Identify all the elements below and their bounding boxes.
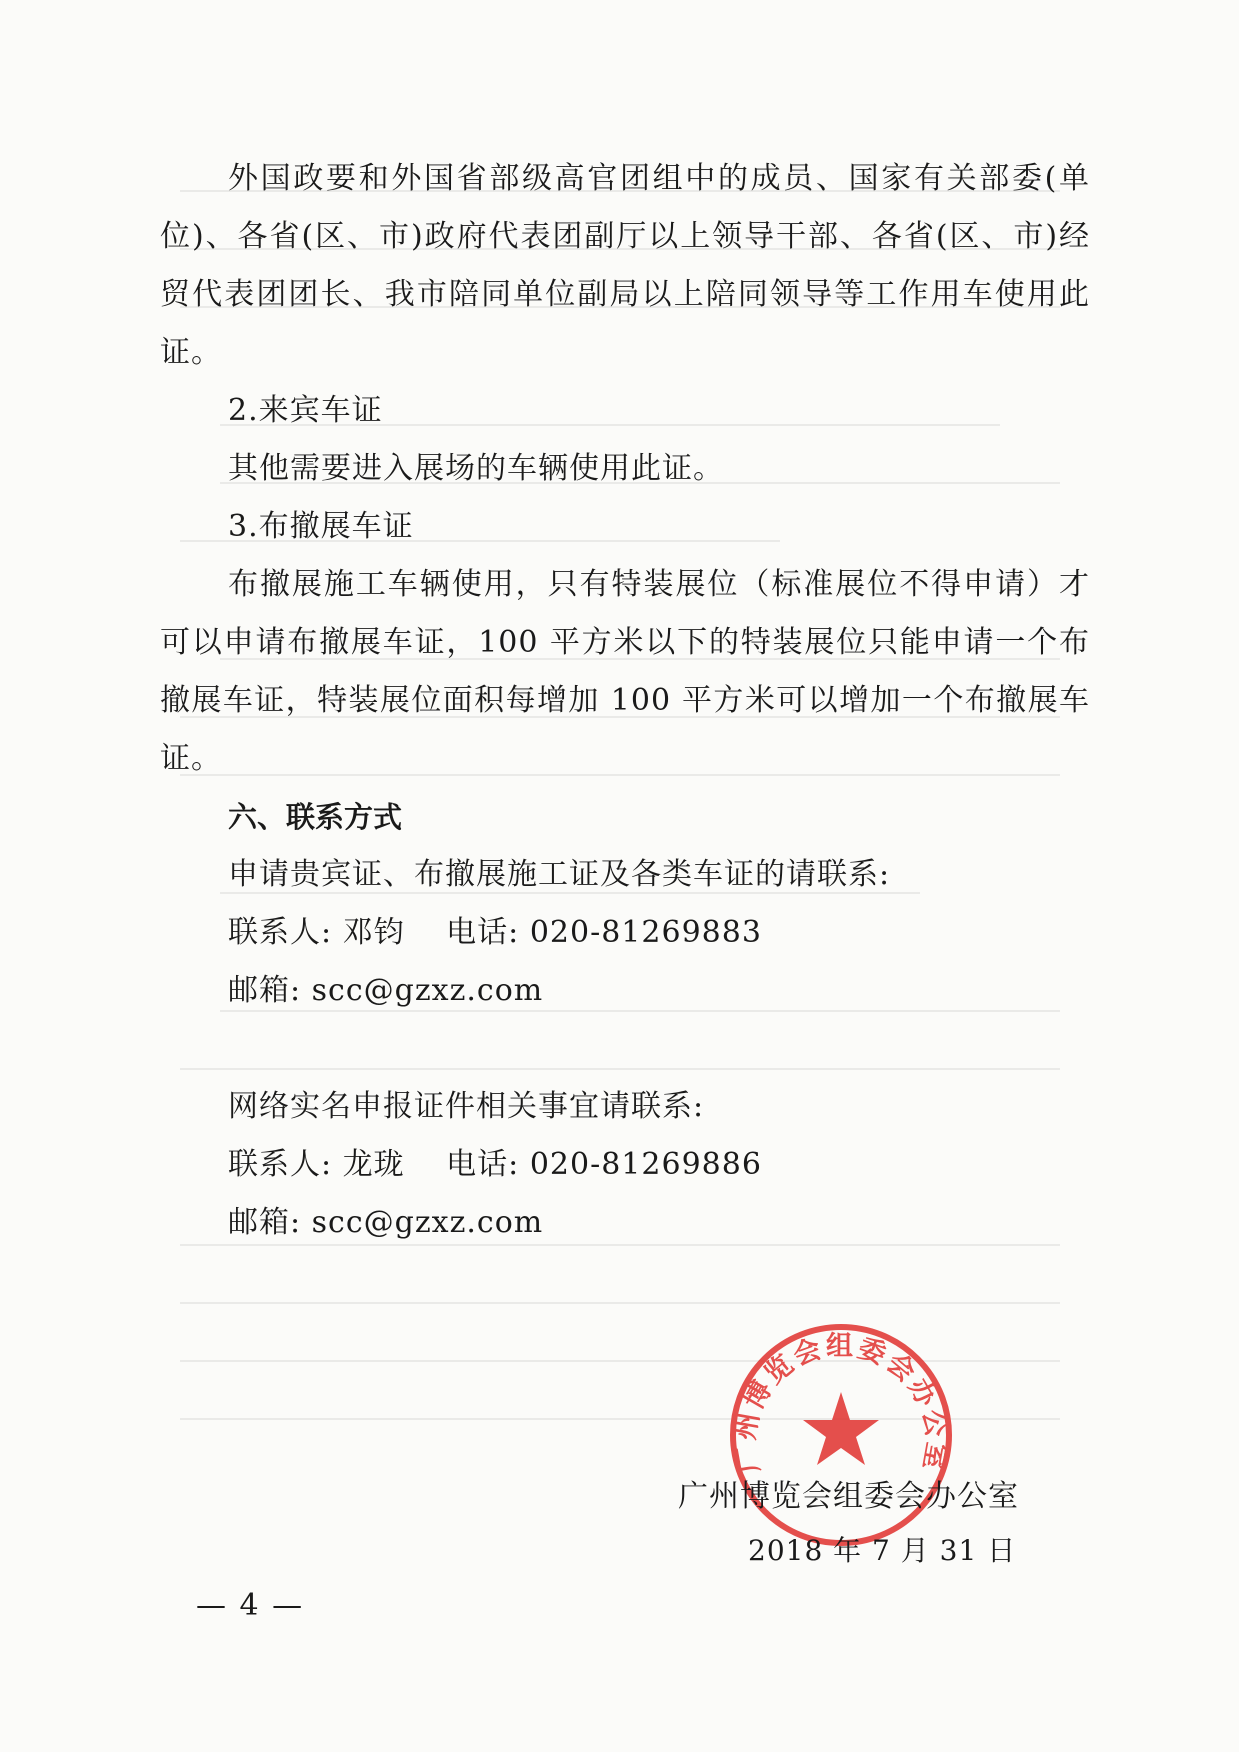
paragraph-construction-vehicle-usage: 布撤展施工车辆使用，只有特装展位（标准展位不得申请）才可以申请布撤展车证，100 平方米以下的特装展位只能申请一个布撤展车证，特装展位面积每增加 100 平方米可以增加一个布撤展车证。	[160, 567, 1090, 776]
svg-text:广州博览会组委会办公室: 广州博览会组委会办公室	[730, 1331, 952, 1476]
signature-organization: 广州博览会组委会办公室	[678, 1479, 1019, 1514]
signature-date: 2018 年 7 月 31 日	[748, 1534, 1017, 1567]
contact-person-2: 联系人: 龙珑 电话: 020-81269886	[228, 1147, 762, 1182]
document-body	[160, 150, 1090, 1252]
paragraph-vip-vehicle-usage: 外国政要和外国省部级高官团组中的成员、国家有关部委(单位)、各省(区、市)政府代表团副厅以上领导干部、各省(区、市)经贸代表团团长、我市陪同单位副局以上陪同领导等工作用车使用此证。	[160, 161, 1090, 370]
section-heading-contact: 六、联系方式	[228, 800, 403, 834]
contact-email-2: 邮箱: scc@gzxz.com	[228, 1205, 544, 1240]
contact-email-1: 邮箱: scc@gzxz.com	[228, 973, 544, 1008]
signature-block	[678, 1470, 1098, 1578]
spacer	[160, 1020, 1090, 1078]
contact-intro-2: 网络实名申报证件相关事宜请联系:	[228, 1089, 705, 1124]
contact-person-1: 联系人: 邓钧 电话: 020-81269883	[228, 915, 762, 950]
page-number: — 4 —	[196, 1588, 305, 1623]
paragraph-guest-vehicle-usage: 其他需要进入展场的车辆使用此证。	[228, 451, 724, 486]
contact-intro-1: 申请贵宾证、布撤展施工证及各类车证的请联系:	[228, 857, 891, 892]
item-guest-vehicle-pass: 2.来宾车证	[228, 393, 383, 428]
item-construction-vehicle-pass: 3.布撤展车证	[228, 509, 414, 544]
